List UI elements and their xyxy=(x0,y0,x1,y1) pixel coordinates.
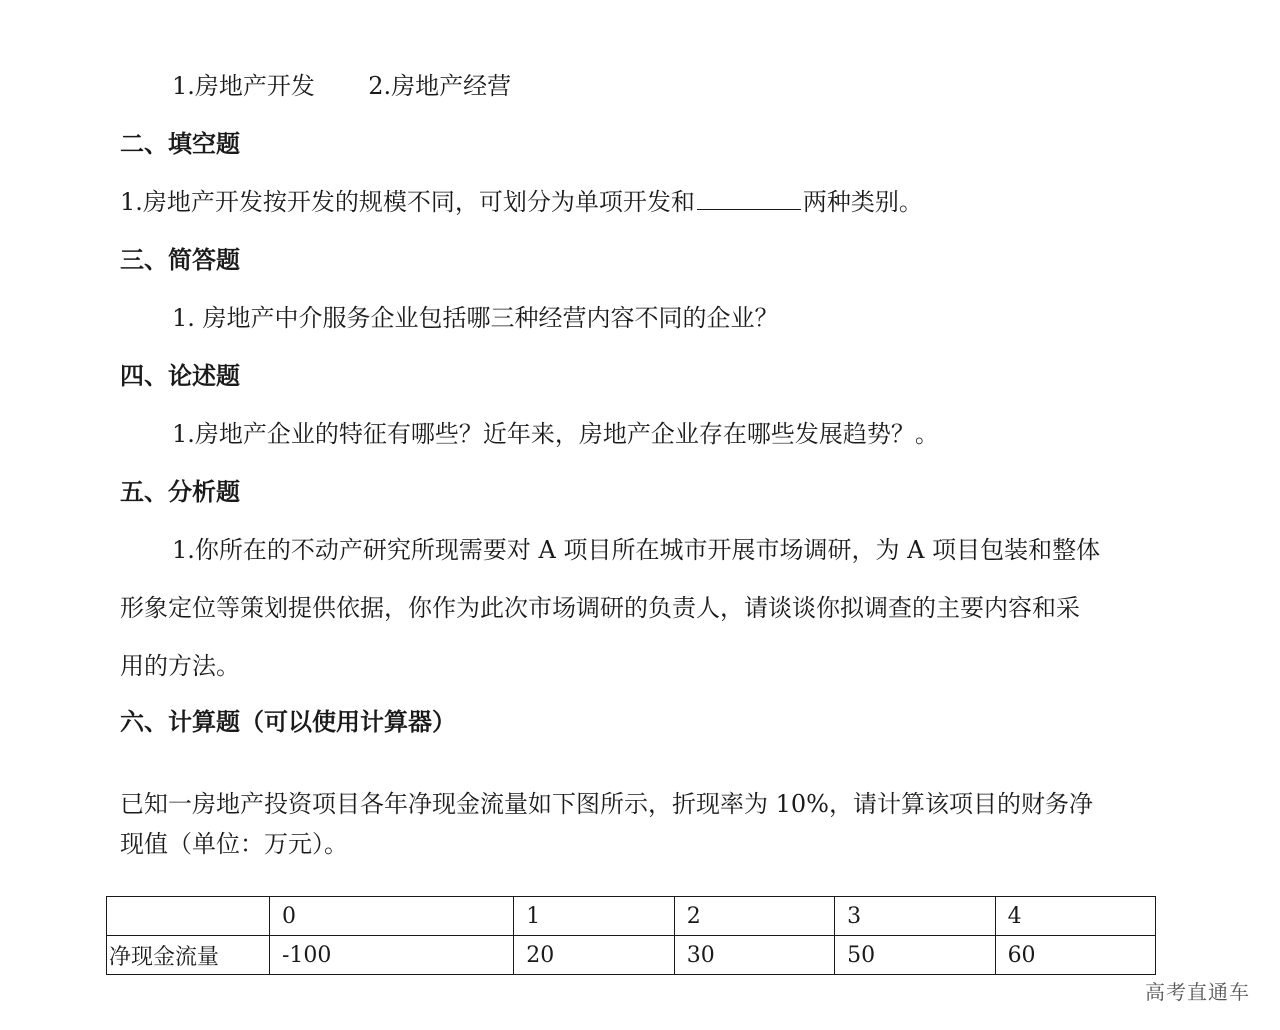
analysis-question-line-3: 用的方法。 xyxy=(120,652,240,680)
fill-in-text-after: 两种类别。 xyxy=(802,188,923,216)
fill-in-text-before: 1.房地产开发按开发的规模不同，可划分为单项开发和 xyxy=(120,188,695,216)
table-cell: -100 xyxy=(270,936,514,975)
answer-blank xyxy=(697,187,801,210)
table-cell: 20 xyxy=(514,936,674,975)
short-answer-question-1: 1. 房地产中介服务企业包括哪三种经营内容不同的企业？ xyxy=(172,304,779,332)
section-heading-short-answer: 三、简答题 xyxy=(120,246,240,274)
section-heading-calculation: 六、计算题（可以使用计算器） xyxy=(120,708,456,736)
top-line xyxy=(172,70,511,102)
watermark: 高考直通车 xyxy=(1145,980,1250,1004)
analysis-question-line-2: 形象定位等策划提供依据，你作为此次市场调研的负责人，请谈谈你拟调查的主要内容和采 xyxy=(120,594,1080,622)
table-header-row xyxy=(107,897,1156,936)
calculation-intro-line-1: 已知一房地产投资项目各年净现金流量如下图所示，折现率为 10%，请计算该项目的财务净 xyxy=(120,790,1093,818)
analysis-question-line-1: 1.你所在的不动产研究所现需要对 A 项目所在城市开展市场调研，为 A 项目包装和整体 xyxy=(172,536,1101,564)
section-heading-essay: 四、论述题 xyxy=(120,362,240,390)
table-cell: 60 xyxy=(995,936,1155,975)
table-header-cell: 0 xyxy=(270,897,514,936)
table-row-label: 净现金流量 xyxy=(107,936,270,975)
table-header-cell: 2 xyxy=(674,897,834,936)
table-header-cell: 4 xyxy=(995,897,1155,936)
table-header-cell: 1 xyxy=(514,897,674,936)
section-heading-analysis: 五、分析题 xyxy=(120,478,240,506)
answer-item-1: 1.房地产开发 xyxy=(172,72,315,100)
section-heading-fill-in: 二、填空题 xyxy=(120,130,240,158)
calculation-intro-line-2: 现值（单位：万元）。 xyxy=(120,830,348,858)
table-cell: 50 xyxy=(835,936,995,975)
table-header-cell: 3 xyxy=(835,897,995,936)
fill-in-question-1 xyxy=(120,186,923,218)
cash-flow-table xyxy=(106,896,1156,975)
table-row xyxy=(107,936,1156,975)
table-header-cell xyxy=(107,897,270,936)
answer-item-2: 2.房地产经营 xyxy=(368,72,512,100)
table-cell: 30 xyxy=(674,936,834,975)
essay-question-1: 1.房地产企业的特征有哪些？近年来，房地产企业存在哪些发展趋势？。 xyxy=(172,420,939,448)
